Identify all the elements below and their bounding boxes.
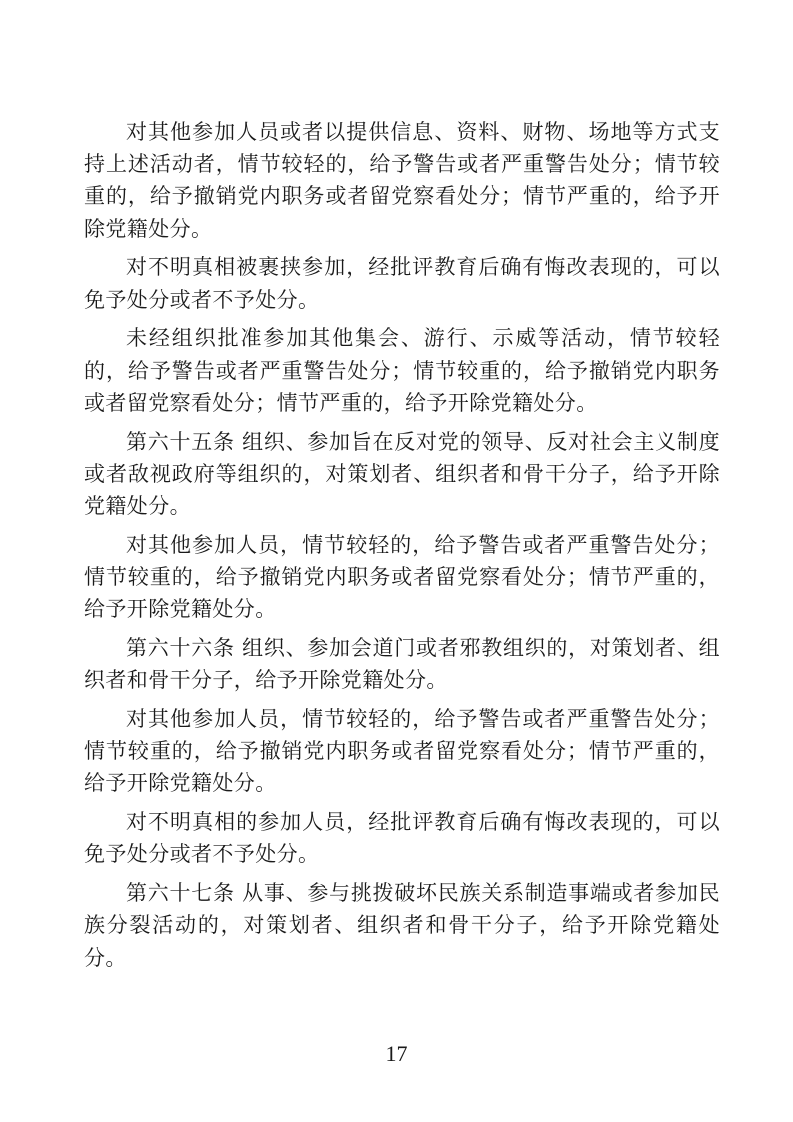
paragraph: 对不明真相被裹挟参加，经批评教育后确有悔改表现的，可以免予处分或者不予处分。 xyxy=(84,255,720,312)
article-65-paragraph: 第六十五条 组织、参加旨在反对党的领导、反对社会主义制度或者敌视政府等组织的，对策划者、组织者和骨干分子，给予开除党籍处分。 xyxy=(84,429,720,519)
article-67-paragraph: 第六十七条 从事、参与挑拨破坏民族关系制造事端或者参加民族分裂活动的，对策划者、组织者和骨干分子，给予开除党籍处分。 xyxy=(84,881,720,970)
paragraph: 未经组织批准参加其他集会、游行、示威等活动，情节较轻的，给予警告或者严重警告处分；情节较重的，给予撤销党内职务或者留党察看处分；情节严重的，给予开除党籍处分。 xyxy=(84,326,720,415)
paragraph: 对其他参加人员，情节较轻的，给予警告或者严重警告处分；情节较重的，给予撤销党内职务或者留党察看处分；情节严重的，给予开除党籍处分。 xyxy=(84,532,720,622)
document-body xyxy=(84,116,720,980)
article-66-paragraph: 第六十六条 组织、参加会道门或者邪教组织的，对策划者、组织者和骨干分子，给予开除党籍处分。 xyxy=(84,636,720,693)
paragraph: 对不明真相的参加人员，经批评教育后确有悔改表现的，可以免予处分或者不予处分。 xyxy=(84,810,720,867)
paragraph: 对其他参加人员，情节较轻的，给予警告或者严重警告处分；情节较重的，给予撤销党内职务或者留党察看处分；情节严重的，给予开除党籍处分。 xyxy=(84,707,720,796)
page-number: 17 xyxy=(385,1041,408,1066)
paragraph: 对其他参加人员或者以提供信息、资料、财物、场地等方式支持上述活动者，情节较轻的，给予警告或者严重警告处分；情节较重的，给予撤销党内职务或者留党察看处分；情节严重的，给予开除党籍处分。 xyxy=(84,120,720,241)
